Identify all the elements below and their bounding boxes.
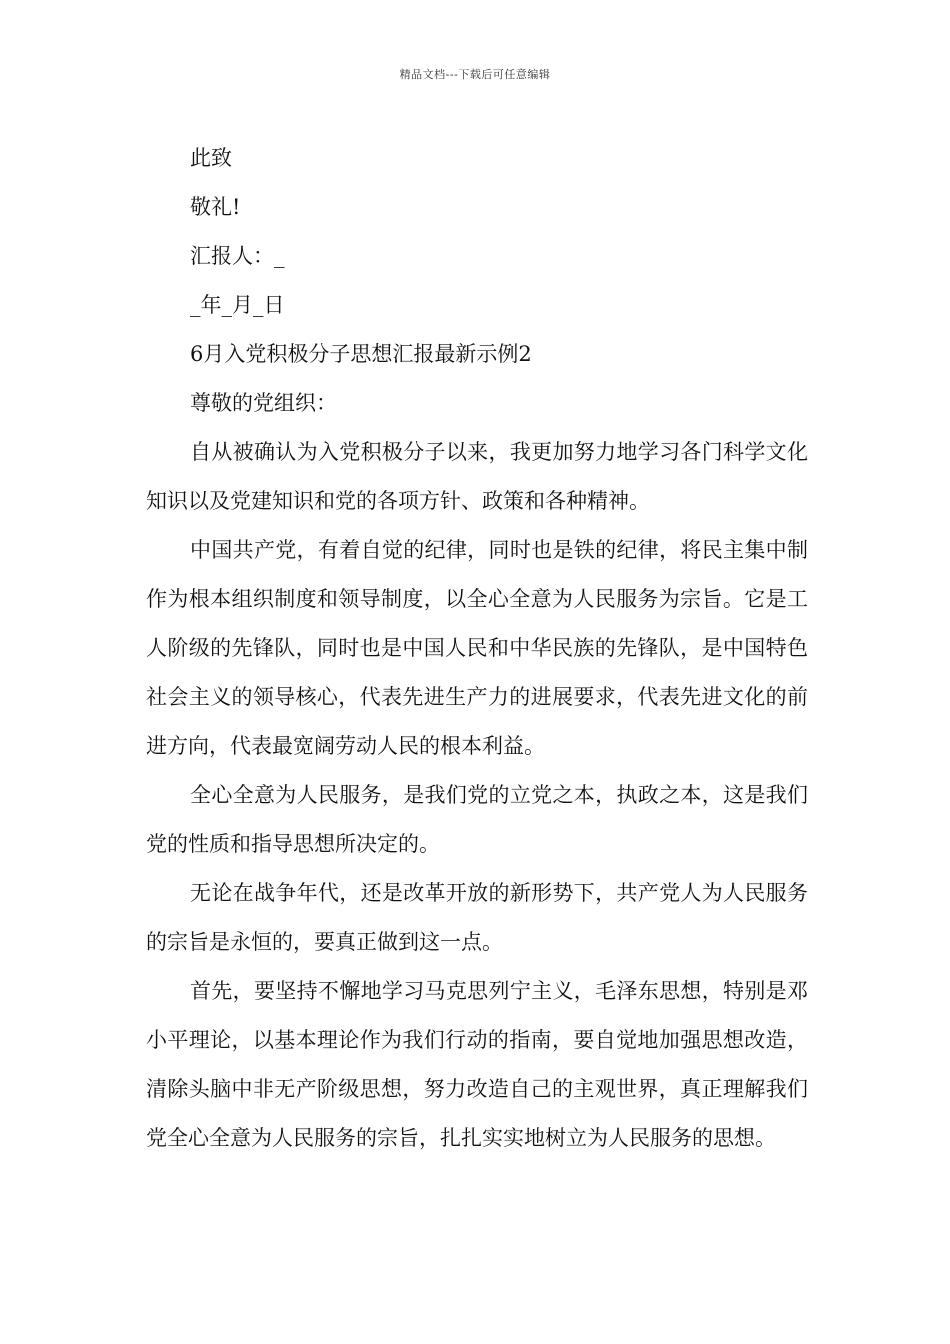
page-header: 精品文档---下载后可任意编辑: [399, 68, 551, 81]
section-title: 6月入党积极分子思想汇报最新示例2: [190, 342, 532, 366]
paragraph-3: 全心全意为人民服务，是我们党的立党之本，执政之本，这是我们党的性质和指导思想所决定的。: [146, 783, 808, 856]
reporter-line: 汇报人：_: [190, 244, 285, 268]
document-body: [146, 134, 808, 1163]
greeting-line: 尊敬的党组织：: [190, 391, 337, 415]
paragraph-4: 无论在战争年代，还是改革开放的新形势下，共产党人为人民服务的宗旨是永恒的，要真正做到这一点。: [146, 881, 808, 954]
paragraph-2: 中国共产党，有着自觉的纪律，同时也是铁的纪律，将民主集中制作为根本组织制度和领导制度，以全心全意为人民服务为宗旨。它是工人阶级的先锋队，同时也是中国人民和中华民族的先锋队，是中国特色社会主义的领导核心，代表先进生产力的进展要求，代表先进文化的前进方向，代表最宽阔劳动人民的根本利益。: [146, 538, 808, 758]
paragraph-5: 首先，要坚持不懈地学习马克思列宁主义，毛泽东思想，特别是邓小平理论，以基本理论作为我们行动的指南，要自觉地加强思想改造，清除头脑中非无产阶级思想，努力改造自己的主观世界，真正理解我们党全心全意为人民服务的宗旨，扎扎实实地树立为人民服务的思想。: [146, 979, 808, 1150]
paragraph-1: 自从被确认为入党积极分子以来，我更加努力地学习各门科学文化知识以及党建知识和党的各项方针、政策和各种精神。: [146, 440, 808, 513]
closing-regards: 敬礼!: [190, 195, 241, 219]
date-line: _年_月_日: [190, 293, 285, 317]
closing-salutation: 此致: [190, 146, 232, 170]
